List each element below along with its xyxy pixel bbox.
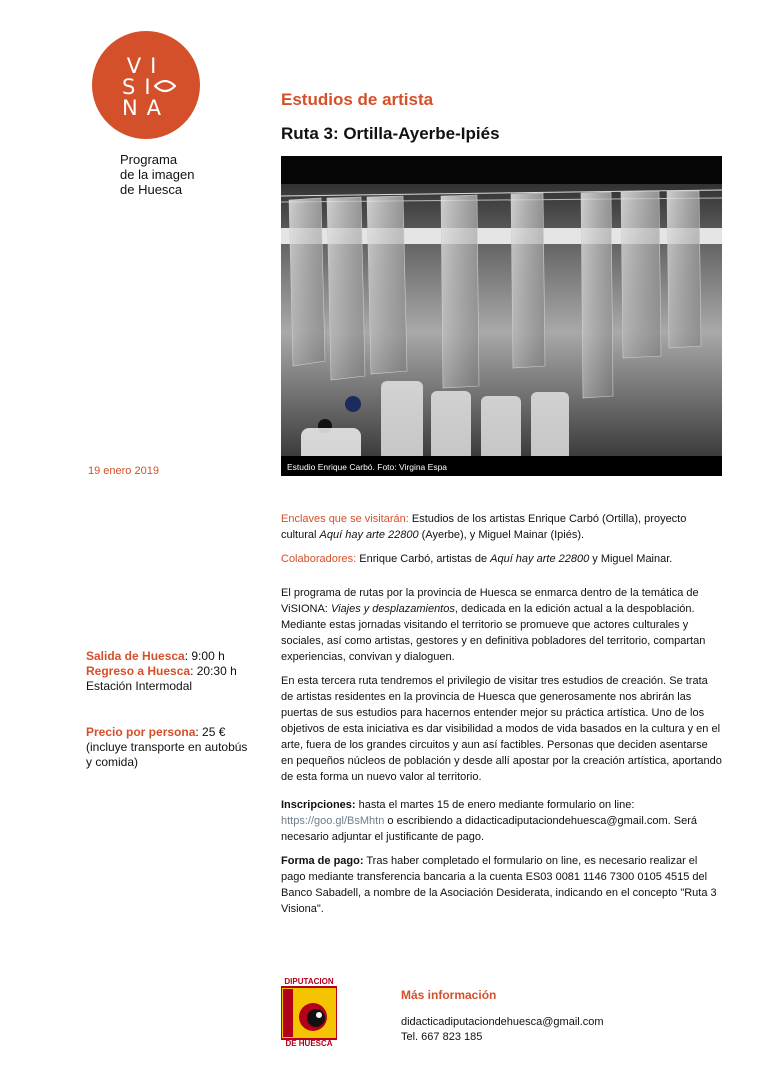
contact-phone: Tel. 667 823 185 — [401, 1031, 483, 1043]
lugar-salida: Estación Intermodal — [86, 679, 193, 693]
more-info-title: Más información — [401, 988, 497, 1002]
eye-icon — [154, 79, 176, 93]
visiona-logo — [92, 31, 200, 139]
salida-value: : 9:00 h — [184, 649, 225, 663]
registration-block — [281, 797, 722, 917]
precio-value: : 25 € — [195, 725, 226, 739]
body-paragraph-2: En esta tercera ruta tendremos el privilegio de visitar tres estudios de creación. Se trata de artistas residentes en la provincia de Huesca que generosamente nos abrirán las puertas de sus estudios para hacernos entender mejor su práctica artística. Uno de los objetivos de esta iniciativa es dar visibilidad a modos de vida basados en la cultura y en el arte, fuera de los grandes circuitos y aun así factibles. Personas que deciden asentarse en pequeños núcleos de población y desde allí apostar por la creación artística, aportando de esta forma un nuevo valor al territorio. — [281, 675, 722, 783]
inscripciones-paragraph: Inscripciones: hasta el martes 15 de enero mediante formulario on line: https://goo.gl/BsMhtn o escribiendo a didacticadiputaciondehuesca@gmail.com. Será necesario adjuntar el justificante de pago. — [281, 799, 697, 843]
section-kicker: Estudios de artista — [281, 90, 434, 109]
schedule-block — [86, 649, 237, 694]
dph-bottom-text: DE HUESCA — [285, 1039, 333, 1048]
event-date: 19 enero 2019 — [88, 465, 159, 477]
pago-paragraph: Forma de pago: Tras haber completado el formulario on line, es necesario realizar el pago mediante transferencia bancaria a la cuenta ES03 0081 1146 7300 0105 4515 del Banco Sabadell, a nombre de la Asociación Desiderata, indicando en el concepto "Ruta 3 Visiona". — [281, 855, 717, 915]
body-text — [281, 585, 722, 785]
precio-label: Precio por persona — [86, 725, 196, 739]
photo-caption: Estudio Enrique Carbó. Foto: Virgina Espa — [287, 462, 448, 472]
regreso-value: : 20:30 h — [190, 664, 237, 678]
studio-photo — [281, 156, 722, 476]
enclaves-paragraph: Enclaves que se visitarán: Estudios de los artistas Enrique Carbó (Ortilla), proyecto cultural Aquí hay arte 22800 (Ayerbe), y Miguel Mainar (Ipiés). — [281, 513, 687, 541]
logo-tagline: Programa de la imagen de Huesca — [120, 152, 195, 197]
contact-email[interactable]: didacticadiputaciondehuesca@gmail.com — [401, 1016, 604, 1028]
price-block — [86, 725, 247, 770]
logo-line-1: VI — [126, 54, 166, 78]
regreso-label: Regreso a Huesca — [86, 664, 191, 678]
precio-note-2: y comida) — [86, 755, 139, 769]
precio-note-1: (incluye transporte en autobús — [86, 740, 248, 754]
info-block — [281, 511, 722, 567]
logo-line-3: NA — [121, 96, 171, 120]
salida-label: Salida de Huesca — [86, 649, 185, 663]
diputacion-huesca-logo — [281, 977, 337, 1049]
dph-top-text: DIPUTACION — [284, 977, 334, 986]
page-title: Ruta 3: Ortilla-Ayerbe-Ipiés — [281, 124, 500, 143]
studio-photo-illustration — [281, 156, 722, 476]
logo-line-2: SI — [122, 75, 160, 99]
body-paragraph-1: El programa de rutas por la provincia de Huesca se enmarca dentro de la temática de ViSIONA: Viajes y desplazamientos, dedicada en la edición actual a la despoblación. Mediante estas jornadas visitando el territorio se promueve que actores culturales y sociales, así como artistas, gestores y en definitiva pobladores del territorio, compartan experiencias, convivan y dialoguen. — [281, 587, 706, 663]
registration-link[interactable]: https://goo.gl/BsMhtn — [281, 815, 385, 827]
colaboradores-paragraph: Colaboradores: Enrique Carbó, artistas de Aquí hay arte 22800 y Miguel Mainar. — [281, 553, 673, 565]
